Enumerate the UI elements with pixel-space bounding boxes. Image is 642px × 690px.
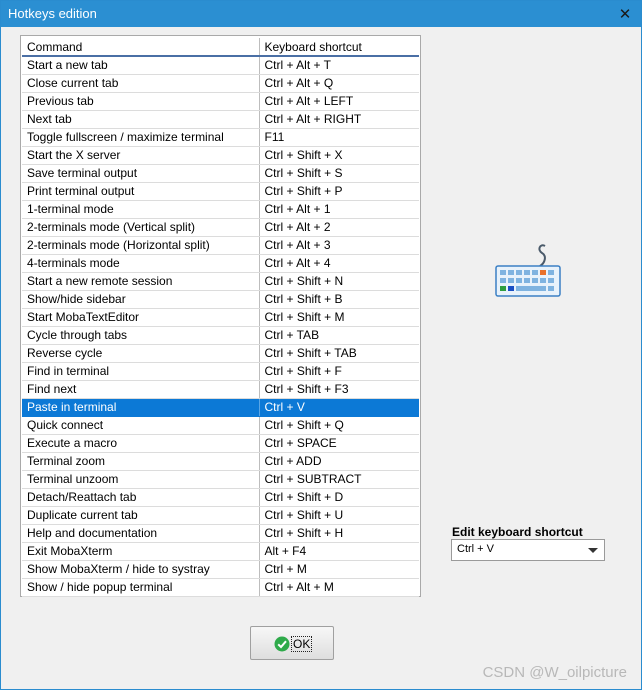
- shortcut-cell[interactable]: Ctrl + Alt + 1: [259, 200, 419, 218]
- shortcut-cell[interactable]: Ctrl + Shift + F: [259, 362, 419, 380]
- command-cell[interactable]: Start a new remote session: [22, 272, 259, 290]
- table-row[interactable]: [22, 182, 419, 200]
- table-row[interactable]: [22, 434, 419, 452]
- command-cell[interactable]: Toggle fullscreen / maximize terminal: [22, 128, 259, 146]
- table-row[interactable]: [22, 326, 419, 344]
- shortcut-cell[interactable]: Ctrl + Shift + X: [259, 146, 419, 164]
- command-cell[interactable]: Previous tab: [22, 92, 259, 110]
- command-cell[interactable]: 1-terminal mode: [22, 200, 259, 218]
- shortcut-cell[interactable]: Ctrl + Shift + N: [259, 272, 419, 290]
- command-cell[interactable]: Start the X server: [22, 146, 259, 164]
- table-row[interactable]: [22, 524, 419, 542]
- table-row[interactable]: [22, 506, 419, 524]
- close-icon[interactable]: ✕: [618, 5, 632, 23]
- shortcut-cell[interactable]: Ctrl + Alt + 4: [259, 254, 419, 272]
- shortcut-cell[interactable]: Ctrl + Alt + T: [259, 56, 419, 74]
- command-cell[interactable]: Cycle through tabs: [22, 326, 259, 344]
- hotkeys-table: [20, 35, 421, 597]
- command-cell[interactable]: Next tab: [22, 110, 259, 128]
- command-cell[interactable]: Find next: [22, 380, 259, 398]
- table-row[interactable]: [22, 488, 419, 506]
- shortcut-cell[interactable]: Ctrl + Alt + 3: [259, 236, 419, 254]
- table-row[interactable]: [22, 92, 419, 110]
- title-bar: [1, 1, 641, 27]
- shortcut-cell[interactable]: Ctrl + Shift + TAB: [259, 344, 419, 362]
- shortcut-cell[interactable]: Ctrl + Alt + LEFT: [259, 92, 419, 110]
- table-row[interactable]: [22, 164, 419, 182]
- table-row[interactable]: [22, 560, 419, 578]
- table-row[interactable]: [22, 254, 419, 272]
- keyboard-icon: [493, 244, 563, 300]
- column-header-command[interactable]: Command: [22, 38, 259, 56]
- table-row[interactable]: [22, 56, 419, 74]
- table-row[interactable]: [22, 398, 419, 416]
- shortcut-cell[interactable]: Ctrl + Alt + Q: [259, 74, 419, 92]
- command-cell[interactable]: Show/hide sidebar: [22, 290, 259, 308]
- column-header-shortcut[interactable]: Keyboard shortcut: [259, 38, 419, 56]
- shortcut-cell[interactable]: Ctrl + Shift + H: [259, 524, 419, 542]
- shortcut-cell[interactable]: Ctrl + Alt + 2: [259, 218, 419, 236]
- shortcut-cell[interactable]: Ctrl + Shift + D: [259, 488, 419, 506]
- table-row[interactable]: [22, 344, 419, 362]
- table-row[interactable]: [22, 146, 419, 164]
- command-cell[interactable]: Paste in terminal: [22, 398, 259, 416]
- shortcut-cell[interactable]: Ctrl + ADD: [259, 452, 419, 470]
- table-row[interactable]: [22, 218, 419, 236]
- table-row[interactable]: [22, 416, 419, 434]
- table-row[interactable]: [22, 308, 419, 326]
- table-row[interactable]: [22, 362, 419, 380]
- ok-button[interactable]: [250, 626, 334, 660]
- command-cell[interactable]: Reverse cycle: [22, 344, 259, 362]
- command-cell[interactable]: Exit MobaXterm: [22, 542, 259, 560]
- command-cell[interactable]: Find in terminal: [22, 362, 259, 380]
- command-cell[interactable]: Detach/Reattach tab: [22, 488, 259, 506]
- table-row[interactable]: [22, 128, 419, 146]
- table-row[interactable]: [22, 272, 419, 290]
- command-cell[interactable]: Help and documentation: [22, 524, 259, 542]
- command-cell[interactable]: Start MobaTextEditor: [22, 308, 259, 326]
- table-body: [22, 56, 419, 596]
- table-row[interactable]: [22, 74, 419, 92]
- shortcut-cell[interactable]: Ctrl + Shift + M: [259, 308, 419, 326]
- command-cell[interactable]: 2-terminals mode (Horizontal split): [22, 236, 259, 254]
- table-row[interactable]: [22, 380, 419, 398]
- shortcut-cell[interactable]: Ctrl + Shift + F3: [259, 380, 419, 398]
- shortcut-cell[interactable]: Ctrl + TAB: [259, 326, 419, 344]
- table-row[interactable]: [22, 236, 419, 254]
- check-icon: [274, 636, 290, 652]
- shortcut-cell[interactable]: Ctrl + V: [259, 398, 419, 416]
- edit-shortcut-label: Edit keyboard shortcut: [452, 525, 583, 539]
- shortcut-cell[interactable]: Ctrl + Shift + S: [259, 164, 419, 182]
- shortcut-cell[interactable]: Ctrl + Alt + RIGHT: [259, 110, 419, 128]
- shortcut-cell[interactable]: Ctrl + SPACE: [259, 434, 419, 452]
- table-header-row: [22, 38, 419, 56]
- command-cell[interactable]: Terminal zoom: [22, 452, 259, 470]
- shortcut-cell[interactable]: Ctrl + Alt + M: [259, 578, 419, 596]
- shortcut-cell[interactable]: Ctrl + Shift + Q: [259, 416, 419, 434]
- shortcut-cell[interactable]: Ctrl + Shift + U: [259, 506, 419, 524]
- table-row[interactable]: [22, 470, 419, 488]
- command-cell[interactable]: 4-terminals mode: [22, 254, 259, 272]
- table-row[interactable]: [22, 290, 419, 308]
- shortcut-cell[interactable]: Ctrl + Shift + P: [259, 182, 419, 200]
- command-cell[interactable]: Start a new tab: [22, 56, 259, 74]
- chevron-down-icon[interactable]: [588, 548, 598, 553]
- command-cell[interactable]: Show MobaXterm / hide to systray: [22, 560, 259, 578]
- command-cell[interactable]: Print terminal output: [22, 182, 259, 200]
- ok-button-label: OK: [293, 637, 311, 651]
- watermark: CSDN @W_oilpicture: [482, 664, 627, 681]
- shortcut-select[interactable]: [451, 539, 605, 561]
- table-row[interactable]: [22, 542, 419, 560]
- command-cell[interactable]: Quick connect: [22, 416, 259, 434]
- command-cell[interactable]: Close current tab: [22, 74, 259, 92]
- table-row[interactable]: [22, 200, 419, 218]
- shortcut-select-value: Ctrl + V: [457, 543, 494, 555]
- table-row[interactable]: [22, 110, 419, 128]
- shortcut-cell[interactable]: Alt + F4: [259, 542, 419, 560]
- command-cell[interactable]: 2-terminals mode (Vertical split): [22, 218, 259, 236]
- shortcut-cell[interactable]: Ctrl + Shift + B: [259, 290, 419, 308]
- window-title: Hotkeys edition: [8, 6, 97, 21]
- table-row[interactable]: [22, 452, 419, 470]
- command-cell[interactable]: Execute a macro: [22, 434, 259, 452]
- table-row[interactable]: [22, 578, 419, 596]
- command-cell[interactable]: Save terminal output: [22, 164, 259, 182]
- command-cell[interactable]: Show / hide popup terminal: [22, 578, 259, 596]
- shortcut-cell[interactable]: Ctrl + SUBTRACT: [259, 470, 419, 488]
- shortcut-cell[interactable]: F11: [259, 128, 419, 146]
- shortcut-cell[interactable]: Ctrl + M: [259, 560, 419, 578]
- command-cell[interactable]: Duplicate current tab: [22, 506, 259, 524]
- command-cell[interactable]: Terminal unzoom: [22, 470, 259, 488]
